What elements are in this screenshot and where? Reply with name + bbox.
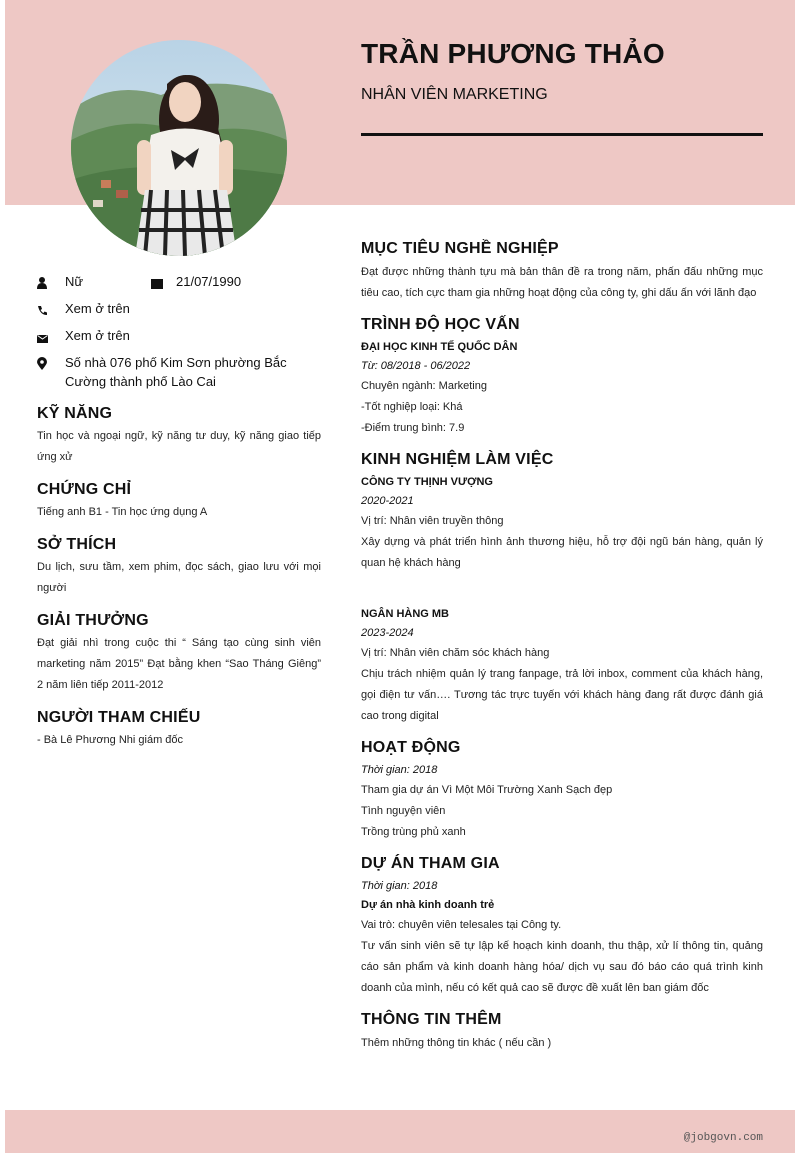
email-text: Xem ở trên bbox=[65, 328, 130, 343]
phone-row bbox=[37, 299, 321, 321]
hobbies-title: SỞ THÍCH bbox=[37, 536, 117, 553]
project-description: Tư vấn sinh viên sẽ tự lập kế hoạch kinh doanh, thu thập, xử lí thông tin, quảng cáo sản phẩm và kinh doanh hàng hóa/ dịch vụ sau đó báo cáo quá trình kinh doanh của mình, nếu có kết quả cao sẽ được đề xuất lên ban giám đốc bbox=[361, 940, 763, 994]
left-column bbox=[37, 272, 321, 751]
job-entry bbox=[361, 473, 763, 574]
job-period: 2023-2024 bbox=[361, 627, 414, 639]
awards-title: GIẢI THƯỞNG bbox=[37, 612, 149, 629]
experience-section bbox=[361, 451, 763, 727]
education-line: -Tốt nghiệp loại: Khá bbox=[361, 401, 463, 413]
phone-text: Xem ở trên bbox=[65, 301, 130, 316]
footer-band bbox=[5, 1110, 795, 1153]
envelope-icon bbox=[37, 326, 65, 348]
extra-body: Thêm những thông tin khác ( nếu cần ) bbox=[361, 1037, 552, 1049]
activities-title: HOẠT ĐỘNG bbox=[361, 739, 461, 756]
extra-title: THÔNG TIN THÊM bbox=[361, 1011, 502, 1028]
gender-text: Nữ bbox=[65, 274, 84, 289]
objective-body: Đạt được những thành tựu mà bản thân đề ra trong năm, phấn đấu những mục tiêu cao, tích cực tham gia những hoạt động của công ty, ghi dấu ấn với lãnh đạo bbox=[361, 266, 763, 299]
activities-period: Thời gian: 2018 bbox=[361, 764, 438, 776]
extra-section bbox=[361, 1011, 763, 1054]
experience-title: KINH NGHIỆM LÀM VIỆC bbox=[361, 451, 554, 468]
job-position: Vị trí: Nhân viên chăm sóc khách hàng bbox=[361, 647, 550, 659]
job-entry bbox=[361, 605, 763, 727]
activity-line: Tình nguyện viên bbox=[361, 805, 446, 817]
projects-period: Thời gian: 2018 bbox=[361, 880, 438, 892]
job-period: 2020-2021 bbox=[361, 495, 414, 507]
school-name: ĐẠI HỌC KINH TẾ QUỐC DÂN bbox=[361, 341, 518, 353]
objective-title: MỤC TIÊU NGHỀ NGHIỆP bbox=[361, 240, 559, 257]
job-title: NHÂN VIÊN MARKETING bbox=[361, 86, 548, 103]
hobbies-body: Du lịch, sưu tầm, xem phim, đọc sách, giao lưu với mọi người bbox=[37, 561, 321, 594]
project-name: Dự án nhà kinh doanh trẻ bbox=[361, 899, 495, 911]
company-name: CÔNG TY THỊNH VƯỢNG bbox=[361, 476, 493, 488]
references-title: NGƯỜI THAM CHIẾU bbox=[37, 709, 201, 726]
certificates-body: Tiếng anh B1 - Tin học ứng dụng A bbox=[37, 506, 208, 518]
project-role: Vai trò: chuyên viên telesales tại Công ty. bbox=[361, 919, 562, 931]
gender-birthday-row bbox=[37, 272, 321, 294]
job-description: Xây dựng và phát triển hình ảnh thương hiệu, hỗ trợ đội ngũ bán hàng, quản lý quan hệ khách hàng bbox=[361, 536, 763, 569]
skills-body: Tin học và ngoại ngữ, kỹ năng tư duy, kỹ năng giao tiếp ứng xử bbox=[37, 430, 321, 463]
education-title: TRÌNH ĐỘ HỌC VẤN bbox=[361, 316, 520, 333]
job-position: Vị trí: Nhân viên truyền thông bbox=[361, 515, 504, 527]
activities-section bbox=[361, 739, 763, 843]
job-description: Chịu trách nhiệm quản lý trang fanpage, trả lời inbox, comment của khách hàng, gọi điện tư vấn…. Tương tác trực tuyến với khách hàng đang rất được đánh giá cao trong digital bbox=[361, 668, 763, 722]
address-text: Số nhà 076 phố Kim Sơn phường Bắc Cường thành phố Lào Cai bbox=[65, 355, 287, 389]
calendar-icon bbox=[151, 272, 176, 294]
phone-icon bbox=[37, 299, 65, 321]
skills-title: KỸ NĂNG bbox=[37, 405, 113, 422]
birthday-text: 21/07/1990 bbox=[176, 274, 242, 289]
email-row bbox=[37, 326, 321, 348]
education-section bbox=[361, 316, 763, 439]
footer-watermark: @jobgovn.com bbox=[683, 1132, 763, 1144]
projects-section bbox=[361, 855, 763, 999]
education-line: Chuyên ngành: Marketing bbox=[361, 380, 487, 392]
certificates-title: CHỨNG CHỈ bbox=[37, 481, 132, 498]
header-divider bbox=[361, 133, 763, 136]
education-line: -Điểm trung bình: 7.9 bbox=[361, 422, 465, 434]
awards-body: Đạt giải nhì trong cuộc thi “ Sáng tạo cùng sinh viên marketing năm 2015” Đạt bằng khen “Sao Tháng Giêng” 2 năm liên tiếp 2011-2012 bbox=[37, 637, 321, 691]
objective-section bbox=[361, 240, 763, 304]
company-name: NGÂN HÀNG MB bbox=[361, 608, 449, 620]
projects-title: DỰ ÁN THAM GIA bbox=[361, 855, 500, 872]
right-column bbox=[361, 240, 763, 1066]
education-period: Từ: 08/2018 - 06/2022 bbox=[361, 360, 471, 372]
candidate-name: TRẦN PHƯƠNG THẢO bbox=[361, 38, 665, 69]
location-pin-icon bbox=[37, 353, 65, 375]
profile-photo bbox=[71, 40, 287, 256]
activity-line: Tham gia dự án Vì Một Môi Trường Xanh Sạch đẹp bbox=[361, 784, 613, 796]
references-body: - Bà Lê Phương Nhi giám đốc bbox=[37, 734, 184, 746]
person-icon bbox=[37, 272, 65, 294]
cv-page bbox=[5, 0, 795, 1153]
address-row bbox=[37, 353, 321, 391]
activity-line: Trồng trùng phủ xanh bbox=[361, 826, 466, 838]
